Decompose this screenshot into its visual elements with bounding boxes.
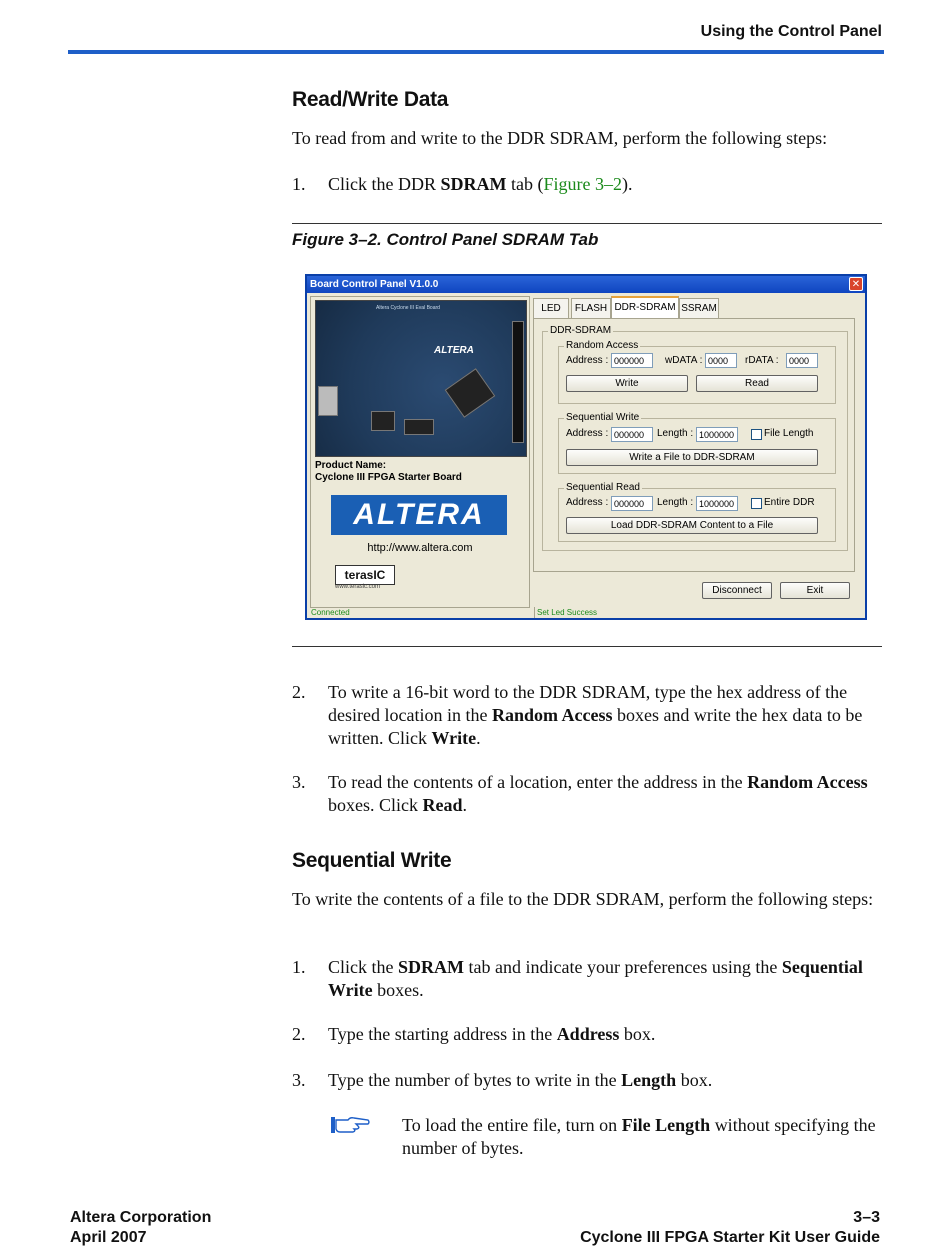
- disconnect-button[interactable]: Disconnect: [702, 582, 772, 599]
- group-title: Sequential Write: [566, 412, 640, 423]
- figure-caption: Figure 3–2. Control Panel SDRAM Tab: [292, 230, 599, 249]
- sequential-write-group: [558, 412, 836, 474]
- board-photo: [315, 300, 527, 457]
- figure-top-rule: [292, 223, 882, 224]
- rdata-input[interactable]: 0000: [786, 353, 818, 368]
- write-button[interactable]: Write: [566, 375, 688, 392]
- step-text: Click the DDR SDRAM tab (Figure 3–2).: [328, 174, 633, 194]
- step-text: Type the number of bytes to write in the Length box.: [328, 1070, 713, 1090]
- step-text: To read the contents of a location, enter the address in the Random Access boxes. Click Read.: [328, 772, 868, 815]
- step-text: Type the starting address in the Address box.: [328, 1024, 656, 1044]
- load-content-button[interactable]: Load DDR-SDRAM Content to a File: [566, 517, 818, 534]
- chip: [404, 419, 434, 435]
- step-number: 2.: [292, 1024, 306, 1044]
- header-rule: [68, 50, 884, 54]
- figure-link[interactable]: Figure 3–2: [543, 174, 622, 194]
- page-number: 3–3: [853, 1209, 880, 1226]
- ddr-sdram-panel: [533, 318, 855, 596]
- step-number: 3.: [292, 772, 306, 792]
- altera-url[interactable]: http://www.altera.com: [367, 542, 473, 554]
- tab-ddr-sdram[interactable]: DDR-SDRAM: [611, 296, 679, 318]
- checkbox-label: File Length: [764, 428, 814, 439]
- altera-logo: ALTERA: [331, 495, 507, 535]
- running-header: Using the Control Panel: [700, 23, 882, 40]
- chip: [371, 411, 395, 431]
- exit-button[interactable]: Exit: [780, 582, 850, 599]
- window-titlebar: [307, 276, 865, 293]
- section-intro: To read from and write to the DDR SDRAM, perform the following steps:: [292, 128, 828, 148]
- section-heading-read-write: Read/Write Data: [292, 88, 449, 111]
- section-heading-sequential-write: Sequential Write: [292, 849, 452, 872]
- tab-flash[interactable]: FLASH: [571, 298, 611, 318]
- address-label: Address :: [566, 497, 609, 508]
- step-number: 3.: [292, 1070, 306, 1090]
- wdata-label: wDATA :: [665, 355, 703, 366]
- board-info-pane: [310, 296, 530, 608]
- step-text: To write a 16-bit word to the DDR SDRAM, type the hex address of the desired location in the Random Access boxes and write the hex data to be written. Click Write.: [328, 682, 863, 748]
- sw-address-input[interactable]: 000000: [611, 427, 653, 442]
- board-label: Altera Cyclone III Eval Board: [376, 305, 440, 311]
- step-number: 2.: [292, 682, 306, 702]
- read-button[interactable]: Read: [696, 375, 818, 392]
- footer-date: April 2007: [70, 1229, 147, 1246]
- sr-length-input[interactable]: 1000000: [696, 496, 738, 511]
- sr-address-input[interactable]: 000000: [611, 496, 653, 511]
- terasic-logo: terasIC: [335, 565, 395, 585]
- length-label: Length :: [657, 497, 694, 508]
- footer-company: Altera Corporation: [70, 1209, 212, 1226]
- random-access-group: [558, 340, 836, 404]
- group-title: DDR-SDRAM: [550, 325, 612, 336]
- terasic-url: www.terasic.com: [335, 584, 381, 590]
- note-text: To load the entire file, turn on File Length without specifying the number of bytes.: [402, 1115, 876, 1158]
- fpga-chip: [445, 368, 496, 418]
- connector: [318, 386, 338, 416]
- step-number: 1.: [292, 174, 306, 194]
- status-bar: [310, 607, 864, 619]
- tab-ssram[interactable]: SSRAM: [679, 298, 719, 318]
- figure-bottom-rule: [292, 646, 882, 647]
- footer-guide-title: Cyclone III FPGA Starter Kit User Guide: [580, 1229, 880, 1246]
- file-length-checkbox[interactable]: [751, 429, 762, 440]
- checkbox-label: Entire DDR: [764, 497, 815, 508]
- status-connection: Connected: [311, 608, 350, 617]
- status-message: Set Led Success: [534, 607, 597, 618]
- address-label: Address :: [566, 428, 609, 439]
- step-number: 1.: [292, 957, 306, 977]
- step-text: Click the SDRAM tab and indicate your preferences using the Sequential Write boxes.: [328, 957, 863, 1000]
- group-title: Sequential Read: [566, 482, 640, 493]
- close-icon[interactable]: ✕: [849, 277, 863, 291]
- section-intro: To write the contents of a file to the DDR SDRAM, perform the following steps:: [292, 889, 874, 909]
- window-title: Board Control Panel V1.0.0: [310, 279, 439, 290]
- write-file-button[interactable]: Write a File to DDR-SDRAM: [566, 449, 818, 466]
- length-label: Length :: [657, 428, 694, 439]
- entire-ddr-checkbox[interactable]: [751, 498, 762, 509]
- address-label: Address :: [566, 355, 609, 366]
- tab-led[interactable]: LED: [533, 298, 569, 318]
- ddr-sdram-group: [542, 325, 848, 551]
- board-logo: ALTERA: [434, 345, 474, 356]
- board-control-panel-window: [305, 274, 867, 620]
- wdata-input[interactable]: 0000: [705, 353, 737, 368]
- sw-length-input[interactable]: 1000000: [696, 427, 738, 442]
- group-title: Random Access: [566, 340, 639, 351]
- product-name: Product Name: Cyclone III FPGA Starter Board: [315, 460, 462, 483]
- sequential-read-group: [558, 482, 836, 542]
- ra-address-input[interactable]: 000000: [611, 353, 653, 368]
- header-pins: [512, 321, 524, 443]
- rdata-label: rDATA :: [745, 355, 779, 366]
- pointing-hand-icon: [330, 1114, 370, 1136]
